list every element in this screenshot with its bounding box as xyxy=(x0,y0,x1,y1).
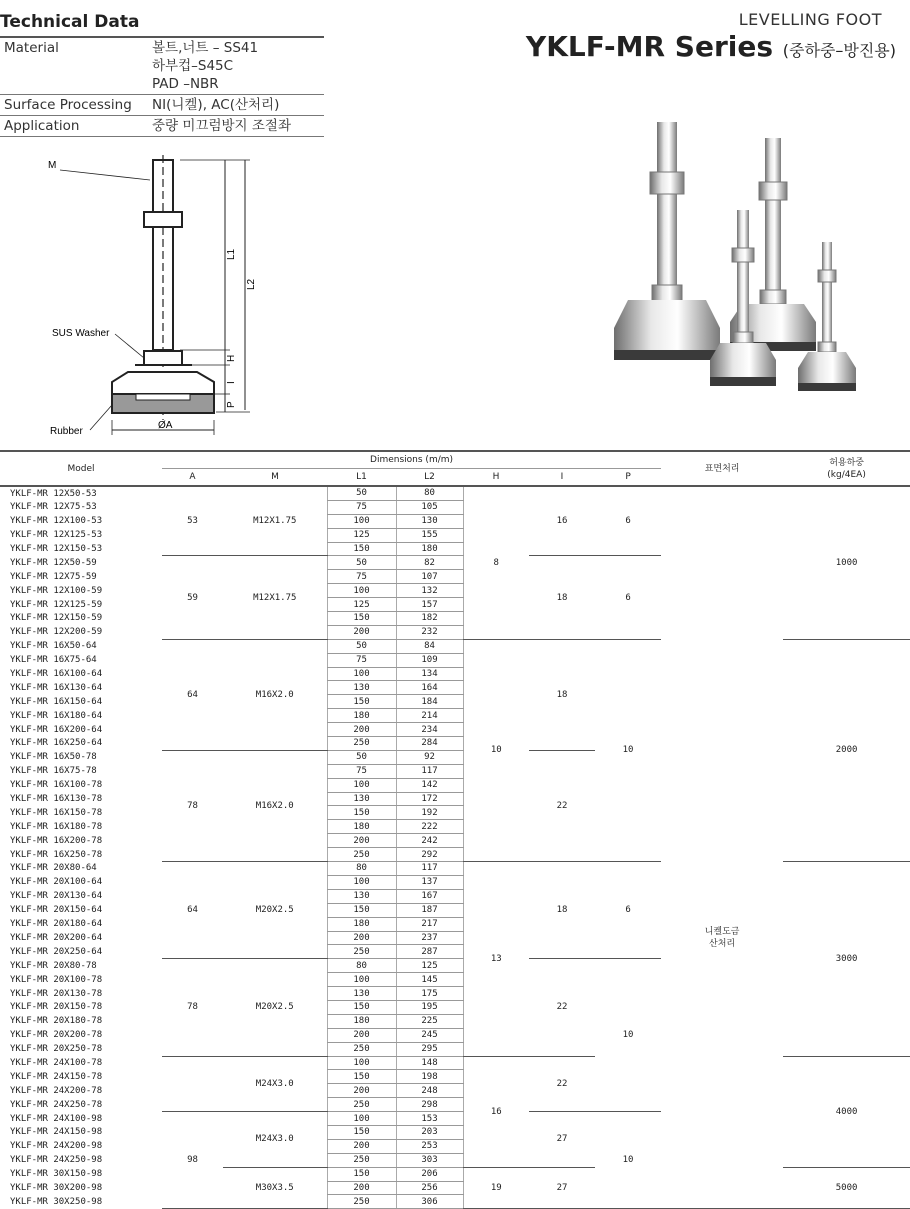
l1-cell: 100 xyxy=(327,875,396,889)
l2-cell: 142 xyxy=(396,778,463,792)
p-cell: 10 xyxy=(595,1112,661,1209)
model-cell: YKLF-MR 20X80-78 xyxy=(10,960,97,971)
a-cell xyxy=(162,1056,223,1112)
load-cell: 1000 xyxy=(783,486,910,639)
technical-data-title: Technical Data xyxy=(0,12,140,32)
l2-cell: 222 xyxy=(396,820,463,834)
m-cell: M24X3.0 xyxy=(223,1056,327,1112)
model-cell: YKLF-MR 24X250-98 xyxy=(10,1155,103,1166)
l2-cell: 145 xyxy=(396,973,463,987)
load-cell: 3000 xyxy=(783,862,910,1056)
l2-cell: 125 xyxy=(396,959,463,973)
l1-cell: 75 xyxy=(327,500,396,514)
surface-cell xyxy=(661,486,783,1209)
l1-cell: 250 xyxy=(327,1042,396,1056)
header-load xyxy=(783,451,910,486)
model-cell: YKLF-MR 12X75-53 xyxy=(10,502,97,513)
header-load-label: 허용하중 xyxy=(829,457,864,468)
model-cell: YKLF-MR 16X250-78 xyxy=(10,849,103,860)
l1-cell: 250 xyxy=(327,945,396,959)
m-cell: M20X2.5 xyxy=(223,862,327,959)
h-cell: 13 xyxy=(463,862,529,1056)
l2-cell: 192 xyxy=(396,806,463,820)
l2-cell: 284 xyxy=(396,737,463,751)
model-cell: YKLF-MR 20X250-64 xyxy=(10,946,103,957)
model-cell: YKLF-MR 16X180-64 xyxy=(10,710,103,721)
model-cell: YKLF-MR 20X150-78 xyxy=(10,1002,103,1013)
model-cell: YKLF-MR 24X200-78 xyxy=(10,1085,103,1096)
l1-cell: 200 xyxy=(327,1028,396,1042)
m-cell: M20X2.5 xyxy=(223,959,327,1056)
i-cell: 27 xyxy=(529,1112,595,1168)
l1-cell: 250 xyxy=(327,737,396,751)
a-cell: 78 xyxy=(162,750,223,861)
model-cell: YKLF-MR 16X75-64 xyxy=(10,655,97,666)
model-cell: YKLF-MR 20X200-78 xyxy=(10,1030,103,1041)
series-subtitle: LEVELLING FOOT xyxy=(738,10,882,29)
p-cell: 6 xyxy=(595,486,661,556)
l2-cell: 105 xyxy=(396,500,463,514)
l1-cell: 150 xyxy=(327,1167,396,1181)
spec-table xyxy=(0,450,910,1209)
model-cell: YKLF-MR 16X250-64 xyxy=(10,738,103,749)
l1-cell: 100 xyxy=(327,973,396,987)
l1-cell: 200 xyxy=(327,1181,396,1195)
l1-cell: 250 xyxy=(327,848,396,862)
l1-cell: 200 xyxy=(327,834,396,848)
model-cell: YKLF-MR 16X100-64 xyxy=(10,669,103,680)
label-l1: L1 xyxy=(226,248,237,260)
l2-cell: 303 xyxy=(396,1153,463,1167)
l1-cell: 100 xyxy=(327,778,396,792)
header-i: I xyxy=(560,472,564,482)
a-cell: 59 xyxy=(162,556,223,639)
l2-cell: 137 xyxy=(396,875,463,889)
l2-cell: 175 xyxy=(396,987,463,1001)
l2-cell: 203 xyxy=(396,1125,463,1139)
l2-cell: 134 xyxy=(396,667,463,681)
l1-cell: 150 xyxy=(327,542,396,556)
series-korean: (중하중–방진용) xyxy=(782,41,896,60)
model-cell: YKLF-MR 16X150-78 xyxy=(10,807,103,818)
model-cell: YKLF-MR 16X75-78 xyxy=(10,766,97,777)
a-cell: 98 xyxy=(162,1112,223,1209)
tech-key: Application xyxy=(4,118,80,134)
a-cell: 78 xyxy=(162,959,223,1056)
l2-cell: 157 xyxy=(396,598,463,612)
l1-cell: 100 xyxy=(327,1112,396,1126)
l1-cell: 75 xyxy=(327,764,396,778)
i-cell: 22 xyxy=(529,959,595,1056)
header-a: A xyxy=(189,472,196,482)
l2-cell: 130 xyxy=(396,514,463,528)
l1-cell: 50 xyxy=(327,486,396,500)
i-cell: 18 xyxy=(529,556,595,639)
l2-cell: 232 xyxy=(396,625,463,639)
l2-cell: 248 xyxy=(396,1084,463,1098)
i-cell: 18 xyxy=(529,862,595,959)
label-h: H xyxy=(226,354,237,362)
tech-row-application xyxy=(0,116,324,137)
model-cell: YKLF-MR 16X200-78 xyxy=(10,835,103,846)
l1-cell: 200 xyxy=(327,723,396,737)
l2-cell: 292 xyxy=(396,848,463,862)
material-line: 볼트,너트 – SS41 xyxy=(152,40,259,56)
l2-cell: 256 xyxy=(396,1181,463,1195)
l2-cell: 242 xyxy=(396,834,463,848)
h-cell: 10 xyxy=(463,639,529,861)
l1-cell: 80 xyxy=(327,959,396,973)
l1-cell: 150 xyxy=(327,695,396,709)
label-sus-washer: SUS Washer xyxy=(52,328,110,339)
model-cell: YKLF-MR 30X250-98 xyxy=(10,1196,103,1207)
model-cell: YKLF-MR 30X150-98 xyxy=(10,1169,103,1180)
i-cell: 27 xyxy=(529,1167,595,1209)
model-cell: YKLF-MR 20X200-64 xyxy=(10,932,103,943)
tech-value xyxy=(148,37,324,95)
l1-cell: 250 xyxy=(327,1098,396,1112)
model-cell: YKLF-MR 20X130-64 xyxy=(10,891,103,902)
l2-cell: 82 xyxy=(396,556,463,570)
l2-cell: 198 xyxy=(396,1070,463,1084)
model-cell: YKLF-MR 12X75-59 xyxy=(10,571,97,582)
l1-cell: 200 xyxy=(327,931,396,945)
m-cell: M16X2.0 xyxy=(223,750,327,861)
p-cell: 10 xyxy=(595,959,661,1112)
l2-cell: 187 xyxy=(396,903,463,917)
l2-cell: 217 xyxy=(396,917,463,931)
l1-cell: 80 xyxy=(327,862,396,876)
material-line: PAD –NBR xyxy=(152,76,219,92)
leveling-foot-large xyxy=(614,122,720,360)
l2-cell: 155 xyxy=(396,528,463,542)
series-name: YKLF-MR Series xyxy=(525,30,774,63)
technical-data-table xyxy=(0,36,324,137)
a-cell: 53 xyxy=(162,486,223,556)
l1-cell: 250 xyxy=(327,1195,396,1209)
label-i: I xyxy=(226,381,237,384)
header-l1: L1 xyxy=(356,472,367,482)
l2-cell: 148 xyxy=(396,1056,463,1070)
l2-cell: 245 xyxy=(396,1028,463,1042)
l2-cell: 195 xyxy=(396,1000,463,1014)
l1-cell: 130 xyxy=(327,889,396,903)
l1-cell: 125 xyxy=(327,528,396,542)
model-cell: YKLF-MR 24X150-78 xyxy=(10,1071,103,1082)
model-cell: YKLF-MR 12X125-53 xyxy=(10,530,103,541)
l2-cell: 164 xyxy=(396,681,463,695)
l1-cell: 125 xyxy=(327,598,396,612)
l1-cell: 150 xyxy=(327,806,396,820)
model-cell: YKLF-MR 20X150-64 xyxy=(10,905,103,916)
l2-cell: 117 xyxy=(396,764,463,778)
l1-cell: 50 xyxy=(327,556,396,570)
l1-cell: 100 xyxy=(327,1056,396,1070)
l2-cell: 84 xyxy=(396,639,463,653)
l1-cell: 150 xyxy=(327,903,396,917)
l2-cell: 109 xyxy=(396,653,463,667)
h-cell: 19 xyxy=(463,1167,529,1209)
l2-cell: 117 xyxy=(396,862,463,876)
model-cell: YKLF-MR 20X100-78 xyxy=(10,974,103,985)
model-cell: YKLF-MR 24X250-78 xyxy=(10,1099,103,1110)
model-cell: YKLF-MR 16X50-78 xyxy=(10,752,97,763)
l2-cell: 225 xyxy=(396,1014,463,1028)
l1-cell: 130 xyxy=(327,792,396,806)
label-l2: L2 xyxy=(246,278,257,290)
l1-cell: 75 xyxy=(327,570,396,584)
l1-cell: 200 xyxy=(327,1139,396,1153)
m-cell: M16X2.0 xyxy=(223,639,327,750)
model-cell: YKLF-MR 12X125-59 xyxy=(10,599,103,610)
l1-cell: 150 xyxy=(327,612,396,626)
i-cell: 22 xyxy=(529,1056,595,1112)
table-row xyxy=(0,486,910,500)
product-photo xyxy=(600,110,890,410)
l1-cell: 130 xyxy=(327,681,396,695)
spec-table-body xyxy=(0,486,910,1209)
i-cell: 18 xyxy=(529,639,595,750)
model-cell: YKLF-MR 20X250-78 xyxy=(10,1044,103,1055)
model-cell: YKLF-MR 16X180-78 xyxy=(10,821,103,832)
load-cell: 2000 xyxy=(783,639,910,861)
model-cell: YKLF-MR 12X150-59 xyxy=(10,613,103,624)
load-cell: 5000 xyxy=(783,1167,910,1209)
l1-cell: 150 xyxy=(327,1070,396,1084)
label-rubber: Rubber xyxy=(50,426,83,437)
l2-cell: 306 xyxy=(396,1195,463,1209)
m-cell: M12X1.75 xyxy=(223,556,327,639)
l2-cell: 234 xyxy=(396,723,463,737)
l1-cell: 130 xyxy=(327,987,396,1001)
l2-cell: 80 xyxy=(396,486,463,500)
l2-cell: 167 xyxy=(396,889,463,903)
tech-value: NI(니켈), AC(산처리) xyxy=(152,97,280,113)
model-cell: YKLF-MR 20X100-64 xyxy=(10,877,103,888)
l2-cell: 92 xyxy=(396,750,463,764)
l1-cell: 150 xyxy=(327,1125,396,1139)
a-cell: 64 xyxy=(162,639,223,750)
l2-cell: 182 xyxy=(396,612,463,626)
m-cell: M30X3.5 xyxy=(223,1167,327,1209)
header-m: M xyxy=(271,472,279,482)
header-dimensions: Dimensions (m/m) xyxy=(162,451,661,469)
l1-cell: 150 xyxy=(327,1000,396,1014)
l2-cell: 253 xyxy=(396,1139,463,1153)
model-cell: YKLF-MR 16X130-78 xyxy=(10,794,103,805)
surface-value-line: 니켈도금 xyxy=(704,926,740,937)
l1-cell: 180 xyxy=(327,1014,396,1028)
model-cell: YKLF-MR 24X150-98 xyxy=(10,1127,103,1138)
model-cell: YKLF-MR 12X100-53 xyxy=(10,516,103,527)
l2-cell: 172 xyxy=(396,792,463,806)
material-line: 하부컵–S45C xyxy=(152,58,234,74)
l1-cell: 50 xyxy=(327,639,396,653)
i-cell: 16 xyxy=(529,486,595,556)
l1-cell: 200 xyxy=(327,1084,396,1098)
model-cell: YKLF-MR 16X50-64 xyxy=(10,641,97,652)
model-cell: YKLF-MR 12X50-53 xyxy=(10,488,97,499)
tech-key: Material xyxy=(4,40,59,56)
tech-row-surface xyxy=(0,95,324,116)
h-cell: 8 xyxy=(463,486,529,639)
tech-value: 중량 미끄럼방지 조절좌 xyxy=(152,118,291,134)
l1-cell: 100 xyxy=(327,667,396,681)
label-m: M xyxy=(48,160,57,171)
model-cell: YKLF-MR 30X200-98 xyxy=(10,1182,103,1193)
model-cell: YKLF-MR 20X180-64 xyxy=(10,919,103,930)
tech-key: Surface Processing xyxy=(4,97,132,113)
l1-cell: 180 xyxy=(327,820,396,834)
header-load-unit: (kg/4EA) xyxy=(827,469,866,480)
l2-cell: 180 xyxy=(396,542,463,556)
series-title xyxy=(526,30,896,63)
l1-cell: 180 xyxy=(327,709,396,723)
m-cell: M24X3.0 xyxy=(223,1112,327,1168)
l2-cell: 132 xyxy=(396,584,463,598)
a-cell: 64 xyxy=(162,862,223,959)
l1-cell: 75 xyxy=(327,653,396,667)
header-p: P xyxy=(625,472,631,482)
model-cell: YKLF-MR 16X150-64 xyxy=(10,696,103,707)
model-cell: YKLF-MR 20X180-78 xyxy=(10,1016,103,1027)
l2-cell: 153 xyxy=(396,1112,463,1126)
l2-cell: 295 xyxy=(396,1042,463,1056)
l2-cell: 107 xyxy=(396,570,463,584)
header-l2: L2 xyxy=(424,472,435,482)
header-model: Model xyxy=(0,451,162,486)
p-cell: 6 xyxy=(595,556,661,639)
l2-cell: 287 xyxy=(396,945,463,959)
model-cell: YKLF-MR 24X100-78 xyxy=(10,1057,103,1068)
model-cell: YKLF-MR 24X100-98 xyxy=(10,1113,103,1124)
m-cell: M12X1.75 xyxy=(223,486,327,556)
l2-cell: 206 xyxy=(396,1167,463,1181)
tech-row-material xyxy=(0,37,324,95)
p-cell: 10 xyxy=(595,639,661,861)
model-cell: YKLF-MR 24X200-98 xyxy=(10,1141,103,1152)
l1-cell: 250 xyxy=(327,1153,396,1167)
model-cell: YKLF-MR 16X200-64 xyxy=(10,724,103,735)
label-p: P xyxy=(226,401,237,408)
l1-cell: 100 xyxy=(327,584,396,598)
l2-cell: 184 xyxy=(396,695,463,709)
model-cell: YKLF-MR 12X150-53 xyxy=(10,544,103,554)
l1-cell: 50 xyxy=(327,750,396,764)
l2-cell: 237 xyxy=(396,931,463,945)
model-cell: YKLF-MR 16X130-64 xyxy=(10,682,103,693)
l1-cell: 100 xyxy=(327,514,396,528)
header-h: H xyxy=(492,472,500,482)
load-cell: 4000 xyxy=(783,1056,910,1167)
model-cell: YKLF-MR 12X100-59 xyxy=(10,585,103,596)
model-cell: YKLF-MR 12X50-59 xyxy=(10,557,97,568)
surface-value-line: 산처리 xyxy=(709,938,736,949)
dimension-diagram xyxy=(40,150,300,440)
l2-cell: 214 xyxy=(396,709,463,723)
model-cell: YKLF-MR 16X100-78 xyxy=(10,780,103,791)
h-cell: 16 xyxy=(463,1056,529,1167)
i-cell: 22 xyxy=(529,750,595,861)
l1-cell: 180 xyxy=(327,917,396,931)
l2-cell: 298 xyxy=(396,1098,463,1112)
p-cell: 6 xyxy=(595,862,661,959)
model-cell: YKLF-MR 20X80-64 xyxy=(10,863,97,874)
model-cell: YKLF-MR 20X130-78 xyxy=(10,988,103,999)
l1-cell: 200 xyxy=(327,625,396,639)
model-cell: YKLF-MR 12X200-59 xyxy=(10,627,103,638)
label-diameter-a: ØA xyxy=(158,420,173,431)
header-surface: 표면처리 xyxy=(661,451,783,486)
